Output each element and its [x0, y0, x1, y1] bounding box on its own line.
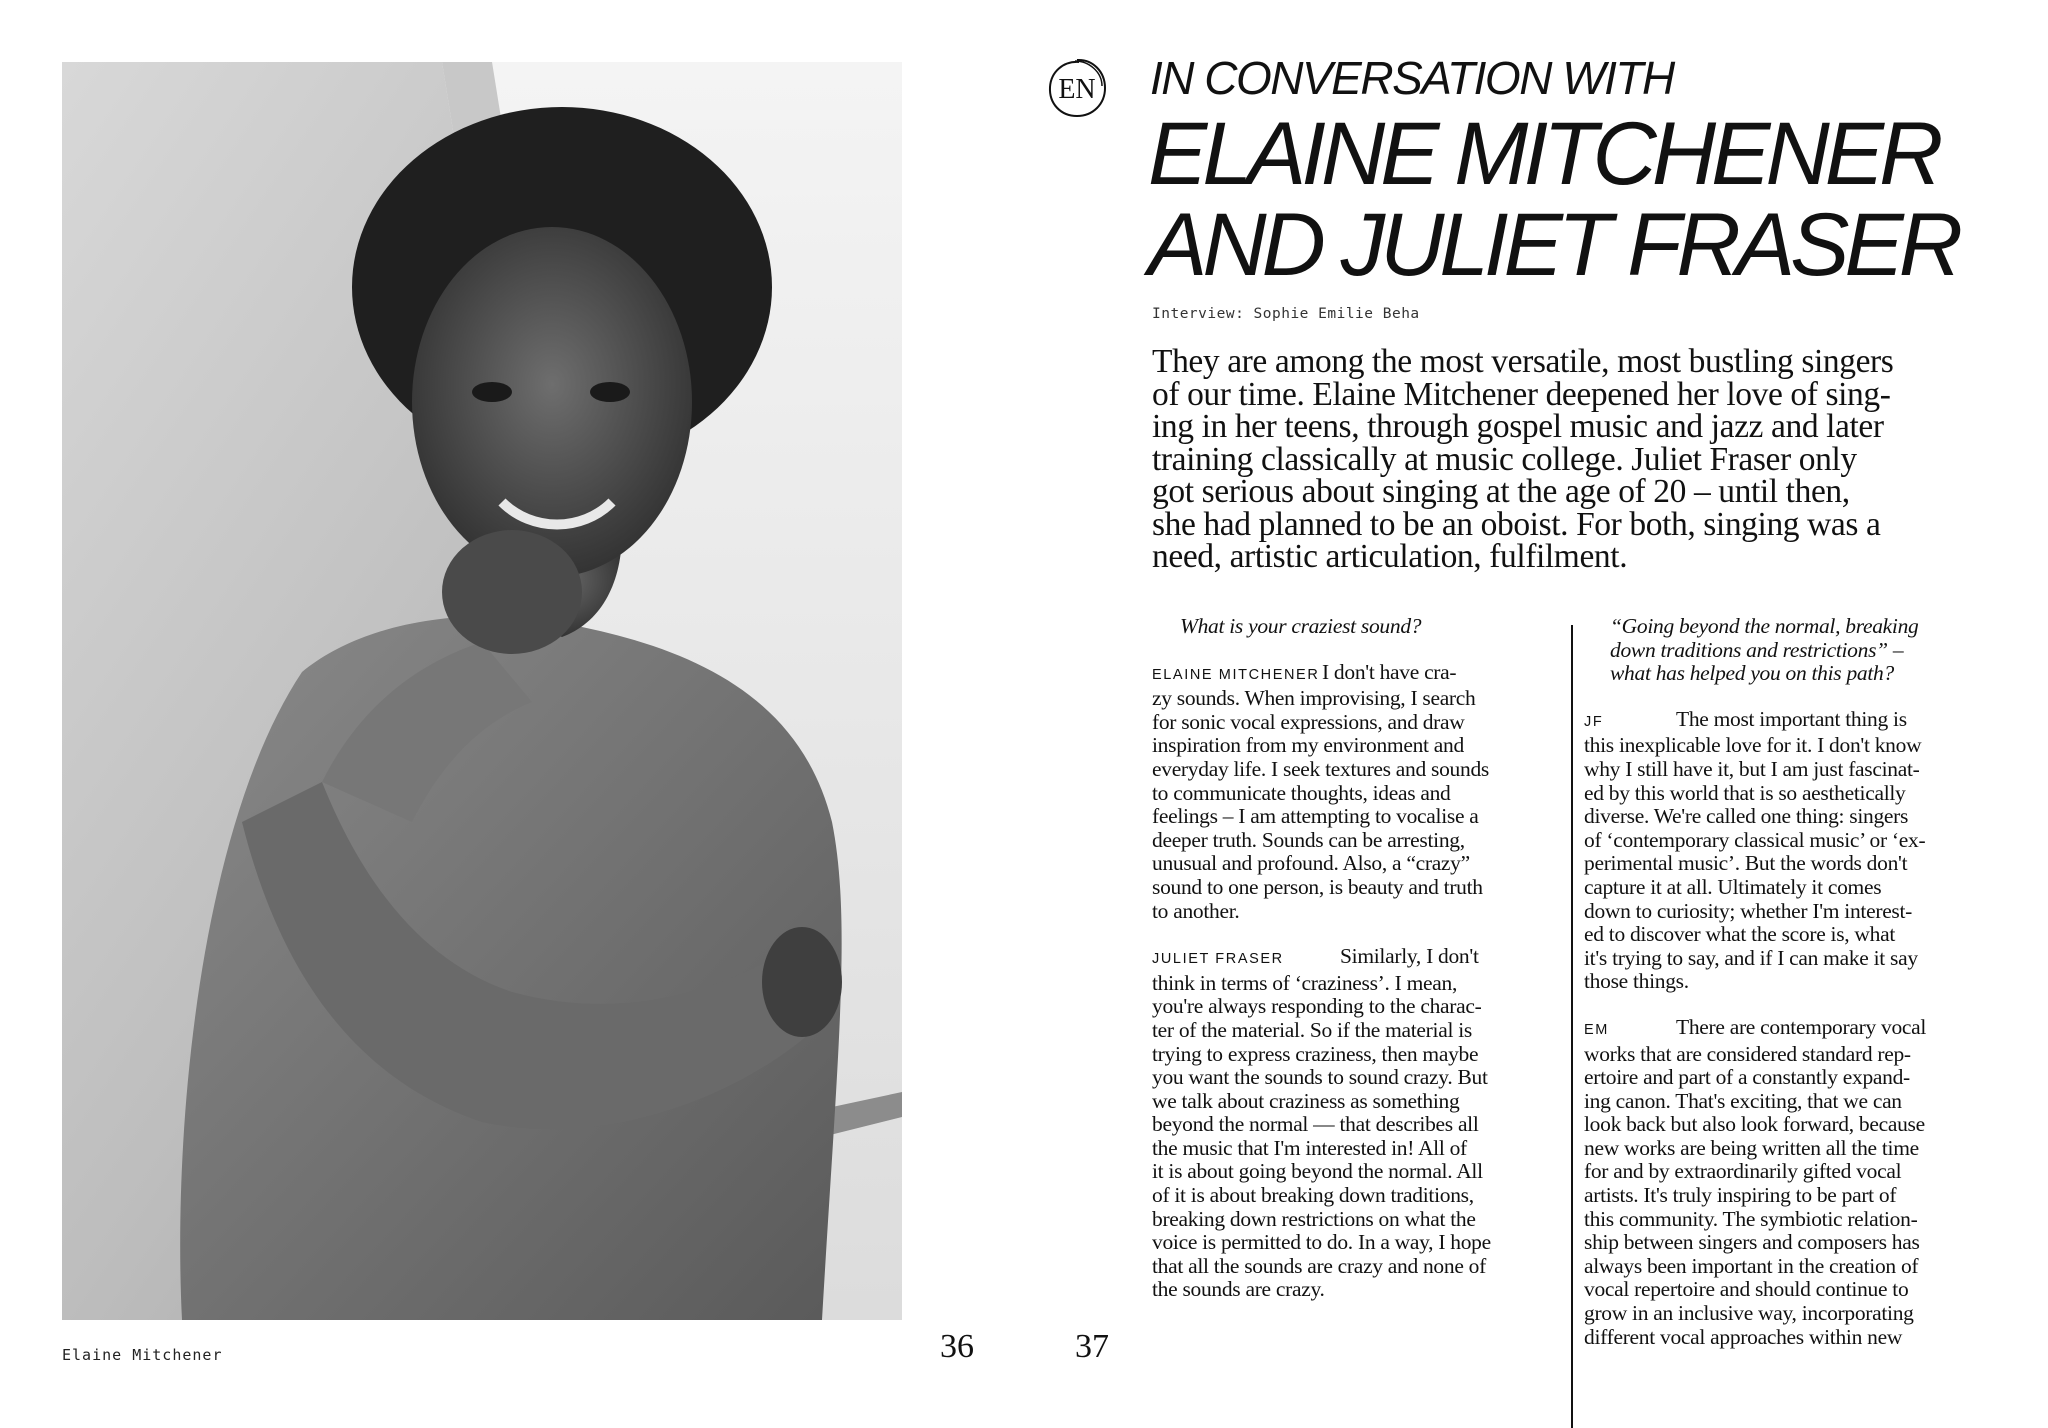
portrait-photo [62, 62, 902, 1320]
intro-line: she had planned to be an oboist. For both, singing was a [1152, 505, 1881, 543]
answer-line: of ‘contemporary classical music’ or ‘ex- [1584, 827, 1926, 852]
answer-line: I don't have cra- [1322, 659, 1457, 684]
answer-line: voice is permitted to do. In a way, I hope [1152, 1230, 1491, 1255]
answer-line: grow in an inclusive way, incorporating [1584, 1301, 1914, 1326]
answer-line: that all the sounds are crazy and none of [1152, 1253, 1486, 1278]
question-line: what has helped you on this path? [1610, 661, 1894, 686]
language-badge [1045, 56, 1109, 120]
answer-line: deeper truth. Sounds can be arresting, [1152, 827, 1465, 852]
answer-line: works that are considered standard rep- [1584, 1041, 1911, 1066]
answer-line: it's trying to say, and if I can make it say [1584, 945, 1918, 970]
speaker-label: EM [1584, 1021, 1609, 1038]
answer-line: The most important thing is [1676, 706, 1907, 731]
answer-line: down to curiosity; whether I'm interest- [1584, 898, 1913, 923]
answer-line: to another. [1152, 898, 1240, 923]
answer-line: ed to discover what the score is, what [1584, 922, 1896, 947]
portrait-image [62, 62, 902, 1320]
right-text-column [1584, 615, 2024, 1349]
answer-line: you're always responding to the charac- [1152, 994, 1482, 1019]
answer-line: of it is about breaking down traditions, [1152, 1183, 1474, 1208]
answer-line: zy sounds. When improvising, I search [1152, 686, 1476, 711]
answer-line: you want the sounds to sound crazy. But [1152, 1065, 1488, 1090]
column-divider [1571, 625, 1573, 1428]
answer-line: ter of the material. So if the material is [1152, 1017, 1472, 1042]
title-line: ELAINE MITCHENER [1148, 103, 1939, 203]
answer-line: capture it at all. Ultimately it comes [1584, 874, 1882, 899]
answer-line: Similarly, I don't [1340, 944, 1479, 969]
answer-line: this community. The symbiotic relation- [1584, 1206, 1918, 1231]
answer-line: artists. It's truly inspiring to be part of [1584, 1183, 1897, 1208]
intro-line: They are among the most versatile, most bustling singers [1152, 343, 1894, 380]
answer-line: inspiration from my environment and [1152, 733, 1464, 758]
answer-line: why I still have it, but I am just fascinat- [1584, 756, 1920, 781]
photo-caption: Elaine Mitchener [62, 1346, 223, 1364]
article-title [1148, 103, 1959, 294]
speaker-label: JULIET FRASER [1152, 951, 1284, 968]
answer-line: the sounds are crazy. [1152, 1277, 1325, 1302]
answer-line: ship between singers and composers has [1584, 1230, 1920, 1255]
speaker-label: ELAINE MITCHENER [1152, 666, 1320, 683]
intro-line: of our time. Elaine Mitchener deepened her love of sing- [1152, 375, 1891, 413]
answer-line: look back but also look forward, because [1584, 1112, 1925, 1137]
answer-line: think in terms of ‘craziness’. I mean, [1152, 970, 1458, 995]
heading-kicker: IN CONVERSATION WITH [1150, 52, 1674, 104]
answer-juliet-fraser [1152, 945, 1582, 1302]
answer-line: always been important in the creation of [1584, 1253, 1919, 1278]
answer-line: feelings – I am attempting to vocalise a [1152, 804, 1479, 829]
title-line: AND JULIET FRASER [1148, 194, 1959, 294]
answer-line: it is about going beyond the normal. All [1152, 1159, 1483, 1184]
question-line: What is your craziest sound? [1180, 614, 1422, 638]
byline: Interview: Sophie Emilie Beha [1152, 306, 1420, 322]
answer-line: ing canon. That's exciting, that we can [1584, 1088, 1902, 1113]
answer-line: breaking down restrictions on what the [1152, 1206, 1476, 1231]
answer-line: we talk about craziness as something [1152, 1088, 1460, 1113]
answer-jf [1584, 708, 2024, 994]
language-seal-icon [1045, 56, 1109, 120]
question-line: down traditions and restrictions” – [1610, 637, 1904, 662]
answer-elaine-mitchener [1152, 661, 1582, 924]
answer-line: for sonic vocal expressions, and draw [1152, 709, 1465, 734]
page-number: 37 [1075, 1328, 1109, 1365]
answer-line: for and by extraordinarily gifted vocal [1584, 1159, 1902, 1184]
answer-line: perimental music’. But the words don't [1584, 851, 1908, 876]
question-line: “Going beyond the normal, breaking [1610, 614, 1919, 638]
speaker-label: JF [1584, 713, 1604, 730]
answer-line: trying to express craziness, then maybe [1152, 1041, 1479, 1066]
intro-line: got serious about singing at the age of 20 – until then, [1152, 473, 1850, 510]
answer-line: to communicate thoughts, ideas and [1152, 780, 1451, 805]
answer-line: ertoire and part of a constantly expand- [1584, 1065, 1910, 1090]
answer-line: different vocal approaches within new [1584, 1324, 1903, 1349]
answer-line: this inexplicable love for it. I don't know [1584, 733, 1922, 758]
answer-line: sound to one person, is beauty and truth [1152, 874, 1483, 899]
question [1152, 615, 1582, 639]
answer-line: unusual and profound. Also, a “crazy” [1152, 851, 1470, 876]
answer-line: the music that I'm interested in! All of [1152, 1135, 1467, 1160]
right-page [1024, 0, 2048, 1428]
intro-line: training classically at music college. Juliet Fraser only [1152, 440, 1857, 478]
answer-line: those things. [1584, 969, 1689, 994]
answer-line: new works are being written all the time [1584, 1135, 1919, 1160]
answer-line: diverse. We're called one thing: singers [1584, 804, 1909, 829]
answer-line: vocal repertoire and should continue to [1584, 1277, 1909, 1302]
page-number: 36 [940, 1328, 974, 1365]
answer-em [1584, 1016, 2024, 1349]
intro-line: need, artistic articulation, fulfilment. [1152, 538, 1628, 575]
language-badge-text: EN [1058, 74, 1096, 105]
answer-line: ed by this world that is so aesthetically [1584, 780, 1906, 805]
left-text-column [1152, 615, 1582, 1302]
answer-line: beyond the normal — that describes all [1152, 1112, 1479, 1137]
answer-line: everyday life. I seek textures and sounds [1152, 756, 1489, 781]
intro-paragraph [1152, 343, 2008, 575]
answer-line: There are contemporary vocal [1676, 1014, 1927, 1039]
intro-line: ing in her teens, through gospel music and jazz and later [1152, 408, 1884, 445]
question [1584, 615, 2024, 686]
